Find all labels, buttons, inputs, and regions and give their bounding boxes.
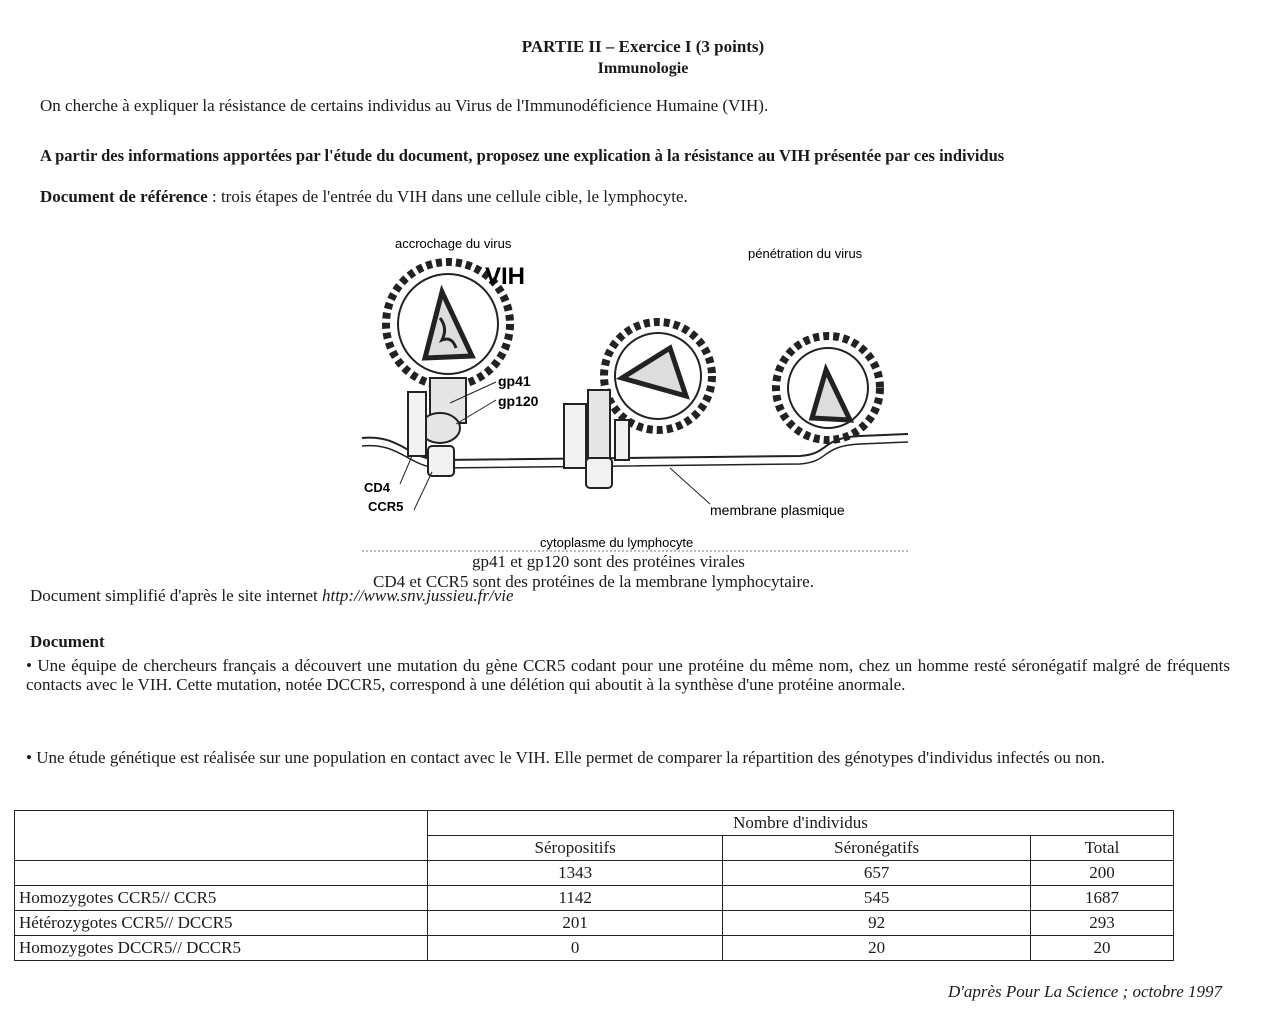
cd4-protein-1 bbox=[408, 392, 426, 456]
label-gp120: gp120 bbox=[498, 393, 539, 409]
reference-label: Document de référence bbox=[40, 187, 208, 206]
row-label: Homozygotes CCR5// CCR5 bbox=[15, 886, 428, 911]
hiv-entry-diagram bbox=[360, 228, 910, 558]
cell-seropositive: 201 bbox=[428, 911, 723, 936]
ccr5-protein-1 bbox=[428, 446, 454, 476]
cd4-protein-2 bbox=[564, 404, 586, 468]
label-gp41: gp41 bbox=[498, 373, 531, 389]
col-header-total: Total bbox=[1030, 836, 1173, 861]
table-row bbox=[15, 886, 1174, 911]
label-membrane: membrane plasmique bbox=[710, 502, 845, 518]
gp41-stalk-2 bbox=[588, 390, 610, 460]
question-text: A partir des informations apportées par l'étude du document, proposez une explication à la résistance au VIH présentée par ces individus bbox=[40, 146, 1005, 165]
col-header-seronegative: Séronégatifs bbox=[723, 836, 1031, 861]
document-bullet-2: • Une étude génétique est réalisée sur une population en contact avec le VIH. Elle permet de comparer la répartition des génotypes d'individus infectés ou non. bbox=[26, 748, 1105, 767]
virus-3 bbox=[776, 336, 880, 440]
exercise-title: PARTIE II – Exercice I (3 points) bbox=[521, 37, 765, 56]
caption-membrane-proteins: CD4 et CCR5 sont des protéines de la membrane lymphocytaire. bbox=[373, 572, 814, 591]
table-row bbox=[15, 861, 1174, 886]
table-group-header: Nombre d'individus bbox=[428, 811, 1174, 836]
cell-seronegative: 92 bbox=[723, 911, 1031, 936]
virus-2 bbox=[604, 322, 712, 430]
label-cd4: CD4 bbox=[364, 480, 391, 495]
leader-cd4 bbox=[400, 456, 412, 484]
caption-viral-proteins: gp41 et gp120 sont des protéines virales bbox=[472, 552, 745, 571]
leader-membrane bbox=[670, 468, 710, 504]
ccr5-protein-2 bbox=[586, 458, 612, 488]
document-heading: Document bbox=[30, 632, 105, 651]
cell-seropositive: 1142 bbox=[428, 886, 723, 911]
cell-total: 20 bbox=[1030, 936, 1173, 961]
source-url[interactable]: http://www.snv.jussieu.fr/vie bbox=[321, 586, 514, 605]
reference-line bbox=[40, 187, 688, 207]
cell-seropositive: 0 bbox=[428, 936, 723, 961]
table-corner-cell bbox=[15, 811, 428, 861]
table-source: D'après Pour La Science ; octobre 1997 bbox=[947, 982, 1222, 1001]
table-group-header-row bbox=[15, 811, 1174, 836]
exercise-subtitle: Immunologie bbox=[597, 60, 689, 77]
cell-total: 1687 bbox=[1030, 886, 1173, 911]
col-header-seropositive: Séropositifs bbox=[428, 836, 723, 861]
leader-ccr5 bbox=[414, 472, 432, 510]
cell-seronegative: 545 bbox=[723, 886, 1031, 911]
cell-seronegative: 657 bbox=[723, 861, 1031, 886]
label-ccr5: CCR5 bbox=[368, 499, 404, 514]
gp120-stalk-2 bbox=[615, 420, 629, 460]
intro-text: On cherche à expliquer la résistance de certains individus au Virus de l'Immunodéficience Humaine (VIH). bbox=[40, 96, 769, 115]
genotype-table bbox=[14, 810, 1174, 961]
source-line bbox=[30, 586, 514, 606]
cell-total: 293 bbox=[1030, 911, 1173, 936]
cell-seropositive: 1343 bbox=[428, 861, 723, 886]
source-text: Document simplifié d'après le site internet bbox=[30, 586, 322, 605]
table-row bbox=[15, 936, 1174, 961]
label-attach: accrochage du virus bbox=[395, 236, 512, 251]
reference-text: : trois étapes de l'entrée du VIH dans une cellule cible, le lymphocyte. bbox=[207, 187, 688, 206]
label-cytoplasm: cytoplasme du lymphocyte bbox=[540, 535, 694, 550]
table-row bbox=[15, 911, 1174, 936]
cell-seronegative: 20 bbox=[723, 936, 1031, 961]
row-label bbox=[15, 861, 428, 886]
row-label: Hétérozygotes CCR5// DCCR5 bbox=[15, 911, 428, 936]
document-bullet-1: • Une équipe de chercheurs français a découvert une mutation du gène CCR5 codant pour une protéine du même nom, chez un homme resté séronégatif malgré de fréquents contacts avec le VIH. Cette mutation, notée DCCR5, correspond à une délétion qui aboutit à la synthèse d'une protéine anormale. bbox=[26, 656, 1230, 694]
label-penetration: pénétration du virus bbox=[748, 246, 863, 261]
cell-total: 200 bbox=[1030, 861, 1173, 886]
label-vih: VIH bbox=[485, 263, 526, 290]
row-label: Homozygotes DCCR5// DCCR5 bbox=[15, 936, 428, 961]
